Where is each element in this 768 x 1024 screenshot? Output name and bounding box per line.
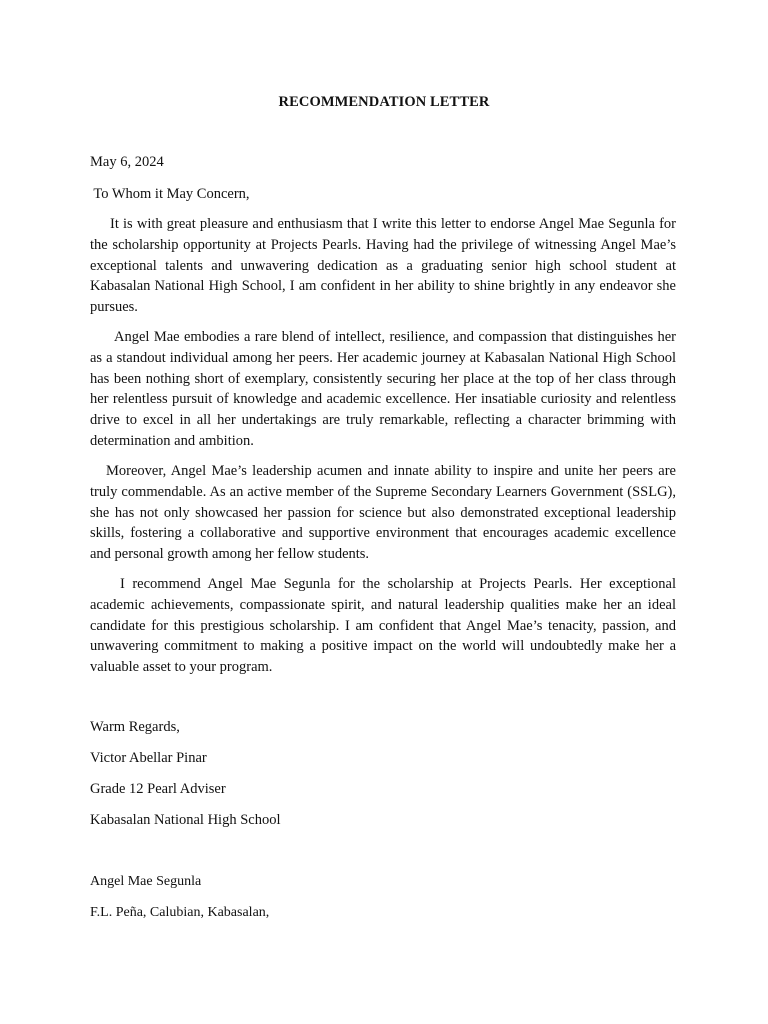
paragraph-1: It is with great pleasure and enthusiasm that I write this letter to endorse Angel Mae Segunla for the scholarship opportunity at Projects Pearls. Having had the privilege of witnessing Angel Mae’s exceptional talents and unwavering dedication as a graduating senior high school student at Kabasalan National High School, I am confident in her ability to shine brightly in any endeavor she pursues. (90, 216, 676, 316)
paragraph-4: I recommend Angel Mae Segunla for the scholarship at Projects Pearls. Her exceptional academic achievements, compassionate spirit, and natural leadership qualities make her an ideal candidate for this prestigious scholarship. I am confident that Angel Mae’s tenacity, passion, and unwavering commitment to making a positive impact on the world will undoubtedly make her a valuable asset to your program. (90, 576, 676, 676)
paragraph-3: Moreover, Angel Mae’s leadership acumen and innate ability to inspire and unite her peers are truly commendable. As an active member of the Supreme Secondary Learners Government (SSLG), she has not only showcased her passion for science but also demonstrated exceptional leadership skills, fostering a collaborative and supportive environment that encourages academic excellence and personal growth among her fellow students. (90, 463, 676, 563)
salutation: To Whom it May Concern, (90, 186, 250, 202)
recipient-address: F.L. Peña, Calubian, Kabasalan, (90, 905, 270, 920)
paragraph-2: Angel Mae embodies a rare blend of intellect, resilience, and compassion that distinguishes her as a standout individual among her peers. Her academic journey at Kabasalan National High School has been nothing short of exemplary, consistently securing her place at the top of her class through her relentless pursuit of knowledge and academic excellence. Her insatiable curiosity and relentless drive to excel in all her undertakings are truly remarkable, reflecting a character brimming with determination and ambition. (90, 329, 676, 449)
signer-school: Kabasalan National High School (90, 812, 281, 828)
closing: Warm Regards, (90, 719, 180, 735)
letter-title: RECOMMENDATION LETTER (278, 94, 490, 110)
signer-name: Victor Abellar Pinar (90, 750, 207, 766)
letter-date: May 6, 2024 (90, 154, 164, 170)
signer-title: Grade 12 Pearl Adviser (90, 781, 226, 797)
recipient-name: Angel Mae Segunla (90, 874, 202, 889)
